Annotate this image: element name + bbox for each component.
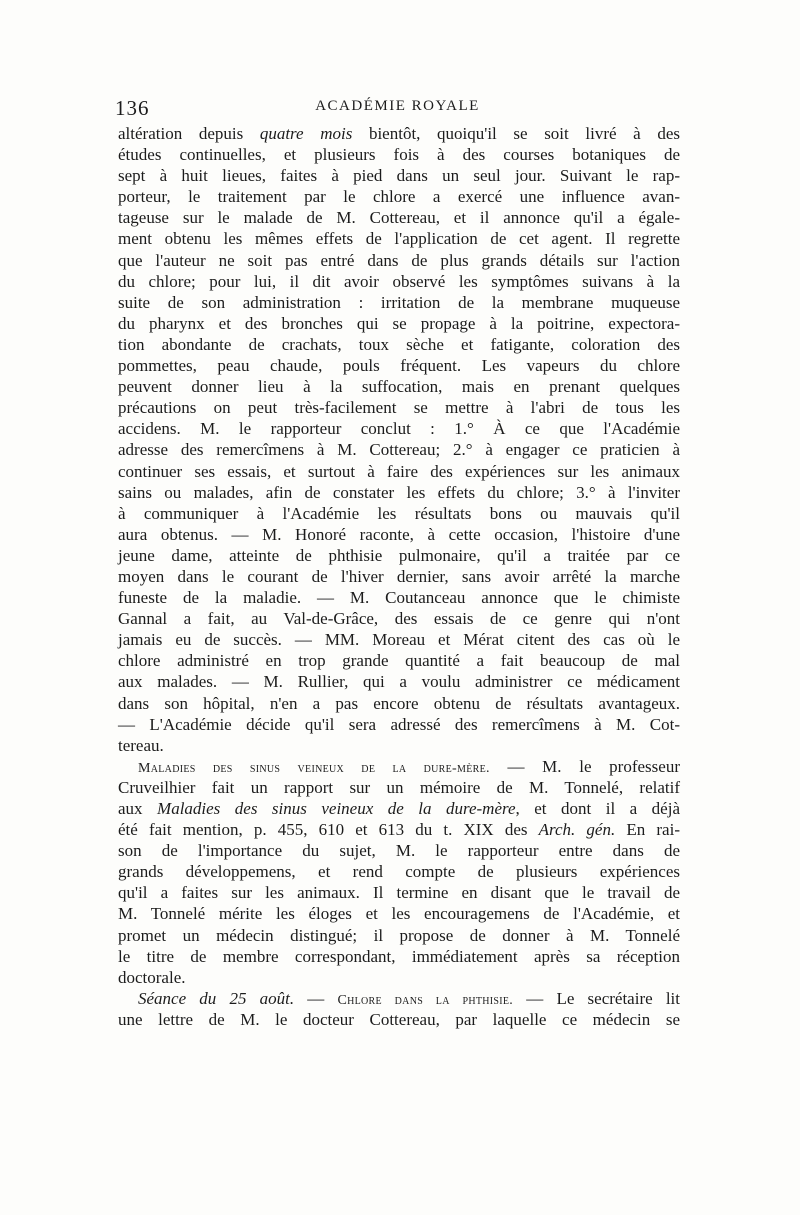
text-line: [118, 798, 680, 819]
text-line: [118, 903, 680, 924]
text-run: — M. le professeur: [489, 756, 680, 776]
text-line: [118, 165, 680, 186]
text-line: [118, 482, 680, 503]
text-run: une lettre de M. le docteur Cottereau, par laquelle ce médecin se: [118, 1009, 680, 1029]
text-run: — Le secrétaire lit: [513, 988, 681, 1008]
text-run: ment obtenu les mêmes effets de l'application de cet agent. Il regrette: [118, 229, 680, 249]
text-run: le titre de membre correspondant, immédiatement après sa réception: [118, 946, 680, 966]
text-line: [118, 967, 680, 988]
text-run: funeste de la maladie. — M. Coutanceau annonce que le chimiste: [118, 588, 680, 608]
text-run: à communiquer à l'Académie les résultats bons ou mauvais qu'il: [118, 503, 680, 523]
italic-text: quatre mois: [259, 124, 353, 143]
text-line: [118, 334, 680, 355]
text-run: moyen dans le courant de l'hiver dernier, sans avoir arrêté la marche: [118, 566, 680, 586]
text-line: [118, 503, 680, 524]
text-run: aux: [118, 799, 158, 818]
text-line: [118, 418, 680, 439]
text-line: [118, 566, 680, 587]
text-run: continuer ses essais, et surtout à faire des expériences sur les animaux: [118, 461, 680, 481]
text-run: , et dont il a déjà: [515, 799, 680, 818]
text-run: porteur, le traitement par le chlore a exercé une influence avan-: [118, 187, 680, 207]
text-run: —: [294, 988, 338, 1008]
text-run: En rai-: [615, 820, 680, 840]
text-run: sept à huit lieues, faites à pied dans un seul jour. Suivant le rap-: [118, 166, 680, 186]
text-line: [118, 397, 680, 418]
text-run: du pharynx et des bronches qui se propage à la poitrine, expectora-: [118, 313, 680, 333]
text-run: bientôt, quoiqu'il se soit livré à des: [352, 124, 680, 143]
text-run: accidens. M. le rapporteur conclut : 1.° À ce que l'Académie: [118, 419, 680, 439]
text-line: [118, 271, 680, 292]
text-line: [118, 671, 680, 692]
text-line: [118, 882, 680, 903]
text-line: [118, 925, 680, 946]
text-line: [118, 735, 680, 756]
text-line: [118, 524, 680, 545]
page-number: 136: [115, 96, 150, 120]
text-line: [118, 439, 680, 460]
text-line: [118, 207, 680, 228]
text-run: doctorale.: [118, 967, 186, 987]
text-line: [118, 376, 680, 397]
text-run: adresse des remercîmens à M. Cottereau; 2.° à engager ce praticien à: [118, 440, 680, 460]
text-line: [118, 988, 680, 1009]
text-run: aura obtenus. — M. Honoré raconte, à cette occasion, l'histoire d'une: [118, 524, 680, 544]
text-run: suite de son administration : irritation de la membrane muqueuse: [118, 292, 680, 312]
text-line: [118, 545, 680, 566]
text-line: [118, 840, 680, 861]
text-line: [118, 693, 680, 714]
text-line: [118, 946, 680, 967]
text-line: [118, 629, 680, 650]
text-run: été fait mention, p. 455, 610 et 613 du t. XIX des: [118, 820, 539, 840]
text-line: [118, 587, 680, 608]
text-line: [118, 714, 680, 735]
text-run: altération depuis: [118, 124, 260, 143]
running-title: ACADÉMIE ROYALE: [315, 98, 480, 114]
text-line: [118, 1009, 680, 1030]
section-heading: Maladies des sinus veineux de la dure-mère.: [138, 760, 490, 776]
section-heading: Chlore dans la phthisie.: [337, 992, 514, 1008]
text-run: promet un médecin distingué; il propose de donner à M. Tonnelé: [118, 925, 680, 945]
text-run: — L'Académie décide qu'il sera adressé des remercîmens à M. Cot-: [118, 714, 680, 734]
text-run: aux malades. — M. Rullier, qui a voulu administrer ce médicament: [118, 672, 680, 692]
text-run: pommettes, peau chaude, pouls fréquent. Les vapeurs du chlore: [118, 356, 680, 376]
text-line: [118, 819, 680, 840]
text-line: [118, 650, 680, 671]
italic-text: Arch. gén.: [538, 820, 616, 840]
text-run: tereau.: [118, 735, 164, 755]
running-head: [115, 96, 680, 120]
text-run: précautions on peut très-facilement se mettre à l'abri de tous les: [118, 398, 680, 418]
body-text: [118, 123, 680, 1030]
text-run: du chlore; pour lui, il dit avoir observé les symptômes suivans à la: [118, 271, 680, 291]
text-line: [118, 186, 680, 207]
text-run: Cruveilhier fait un rapport sur un mémoire de M. Tonnelé, relatif: [118, 777, 680, 797]
text-line: [118, 228, 680, 249]
text-line: [118, 461, 680, 482]
italic-text: Séance du 25 août.: [138, 988, 295, 1008]
text-run: jeune dame, atteinte de phthisie pulmonaire, qu'il a traitée par ce: [118, 545, 680, 565]
text-run: M. Tonnelé mérite les éloges et les encouragemens de l'Académie, et: [118, 904, 680, 924]
italic-text: Maladies des sinus veineux de la dure-mère: [157, 799, 516, 818]
text-line: [118, 292, 680, 313]
text-run: grands développemens, et rend compte de plusieurs expériences: [118, 862, 680, 882]
text-run: tageuse sur le malade de M. Cottereau, et il annonce qu'il a égale-: [118, 208, 680, 228]
text-line: [118, 250, 680, 271]
text-run: que l'auteur ne soit pas entré dans de plus grands détails sur l'action: [118, 250, 680, 270]
text-line: [118, 313, 680, 334]
text-line: [118, 608, 680, 629]
text-run: études continuelles, et plusieurs fois à des courses botaniques de: [118, 145, 680, 165]
text-run: peuvent donner lieu à la suffocation, mais en prenant quelques: [118, 377, 680, 397]
text-run: dans son hôpital, n'en a pas encore obtenu de résultats avantageux.: [118, 693, 680, 713]
text-line: [118, 144, 680, 165]
text-run: qu'il a faites sur les animaux. Il termine en disant que le travail de: [118, 883, 680, 903]
text-line: [118, 756, 680, 777]
text-run: jamais eu de succès. — MM. Moreau et Mérat citent des cas où le: [118, 630, 680, 650]
text-line: [118, 123, 680, 144]
text-run: sains ou malades, afin de constater les effets du chlore; 3.° à l'inviter: [118, 482, 680, 502]
text-line: [118, 861, 680, 882]
text-run: tion abondante de crachats, toux sèche et fatigante, coloration des: [118, 334, 680, 354]
text-line: [118, 777, 680, 798]
text-run: chlore administré en trop grande quantité a fait beaucoup de mal: [118, 651, 680, 671]
text-run: son de l'importance du sujet, M. le rapporteur entre dans de: [118, 841, 680, 861]
text-run: Gannal a fait, au Val-de-Grâce, des essais de ce genre qui n'ont: [118, 609, 680, 629]
text-line: [118, 355, 680, 376]
